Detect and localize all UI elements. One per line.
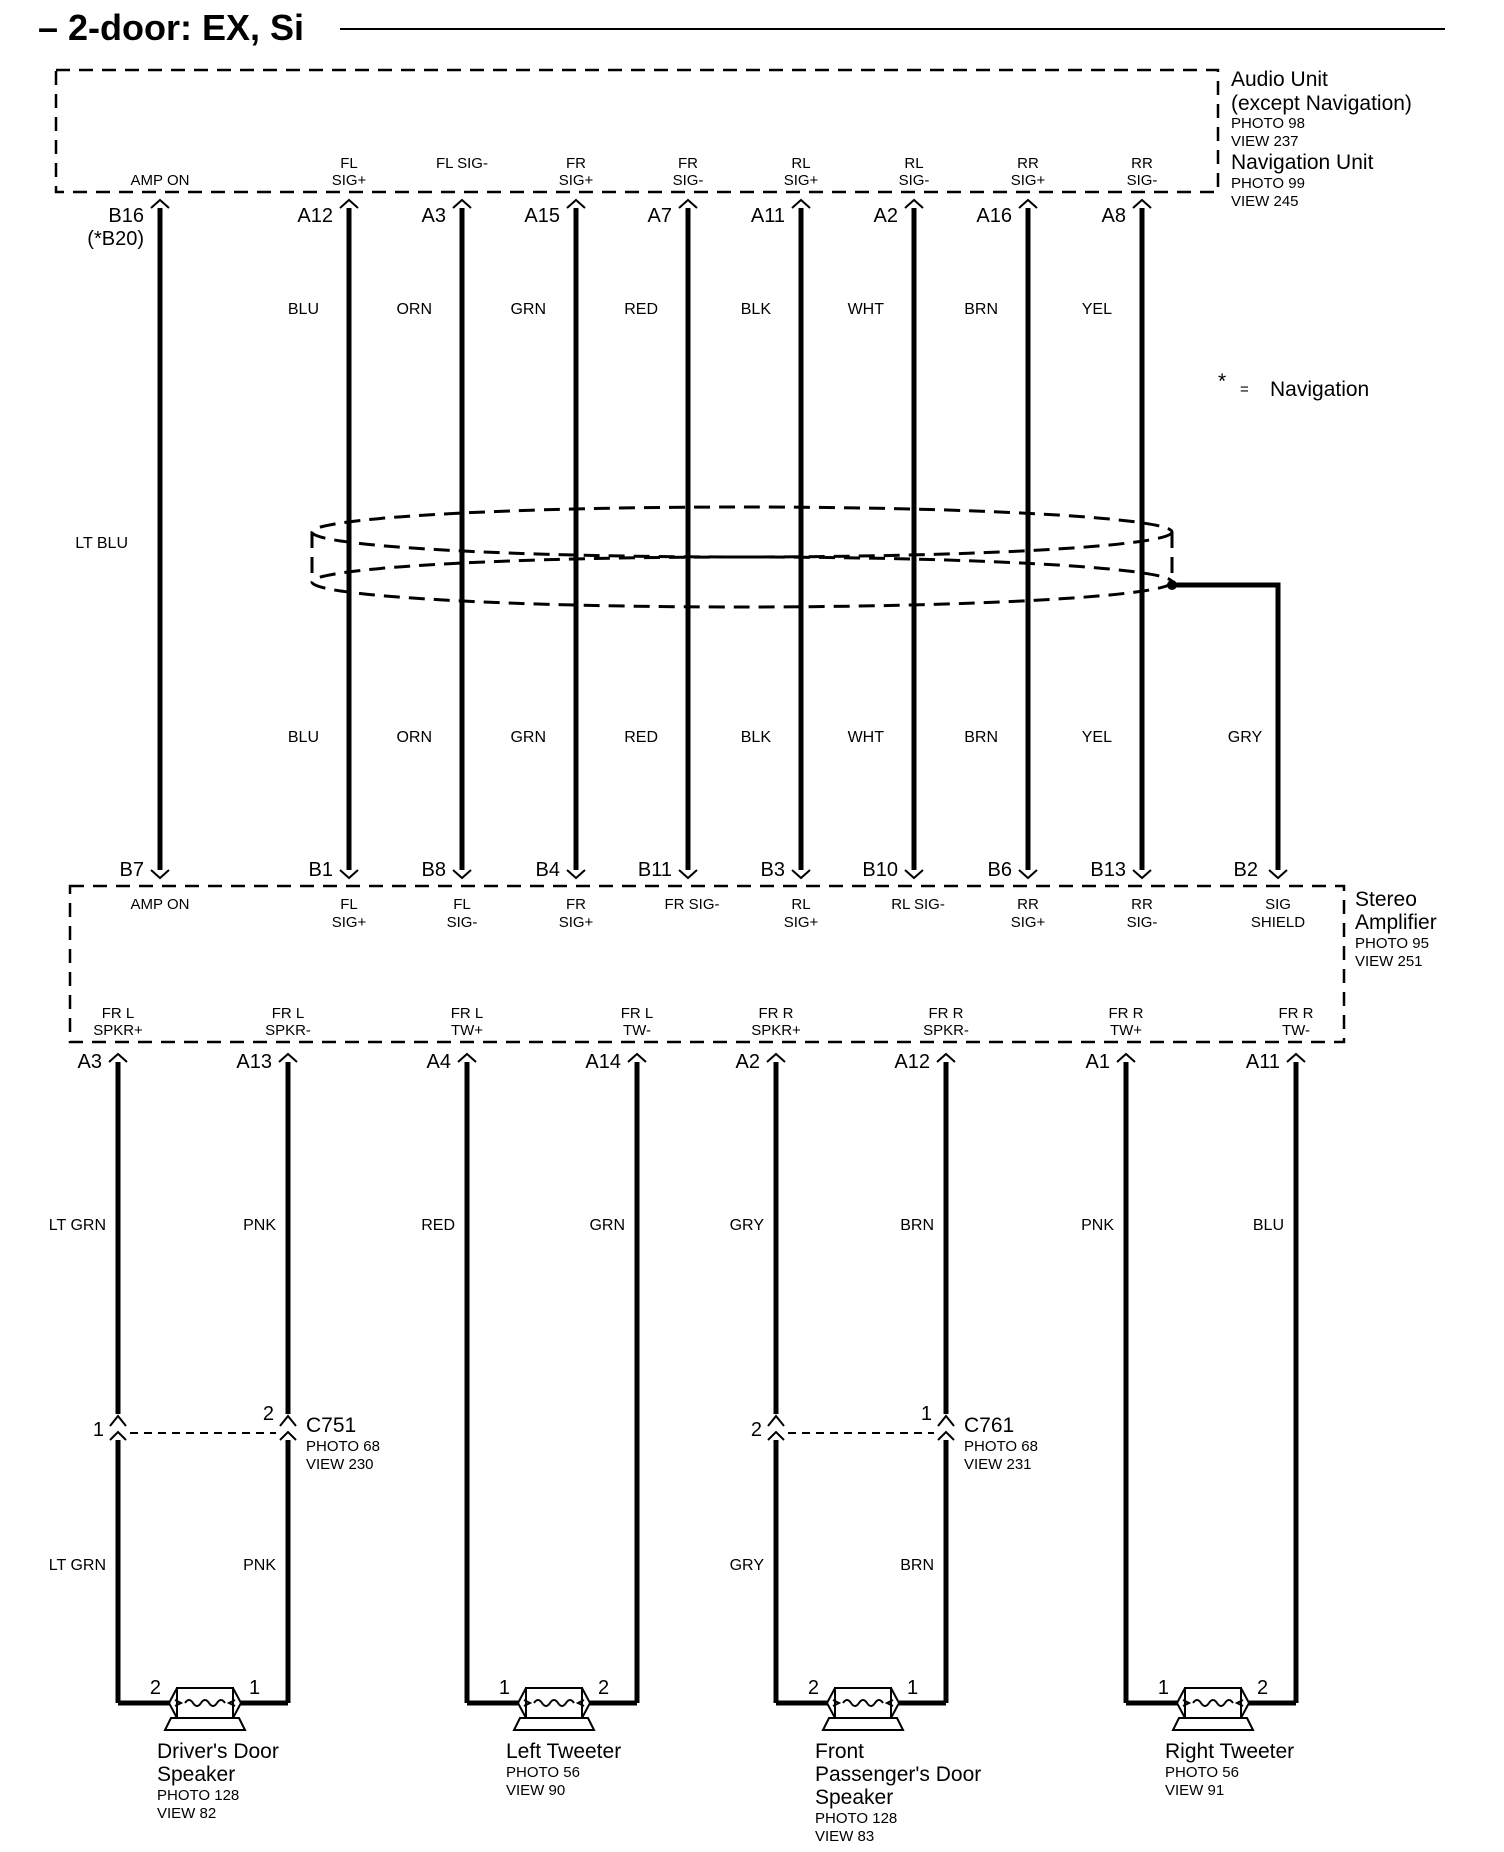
lower-wire-6 <box>1081 1005 1144 1703</box>
upper-wire-top-terminal <box>340 200 358 208</box>
shield-wire-pin: B2 <box>1233 859 1258 881</box>
connector-female-half <box>768 1416 784 1426</box>
lower-pin: A4 <box>426 1051 451 1073</box>
upper-wire-top-terminal <box>1019 200 1037 208</box>
amplifier-view: VIEW 251 <box>1355 953 1423 970</box>
lower-signal-label: TW+ <box>450 1022 484 1039</box>
nav-unit-photo: PHOTO 99 <box>1231 175 1305 192</box>
lower-wire-top-terminal <box>109 1054 127 1062</box>
upper-wire-4 <box>624 155 719 913</box>
amplifier-name-1: Stereo <box>1355 888 1417 911</box>
upper-bottom-signal-label: AMP ON <box>130 896 190 913</box>
upper-wire-color-top: BRN <box>964 301 998 318</box>
shield-bundle <box>312 507 1177 607</box>
connector-photo: PHOTO 68 <box>964 1438 1038 1455</box>
upper-wire-color-top: LT BLU <box>75 535 128 552</box>
upper-wire-top-terminal <box>453 200 471 208</box>
shield-wire-sig-1: SIG <box>1265 896 1291 913</box>
upper-wire-color-top: BLK <box>740 301 771 318</box>
lower-wire-4 <box>730 1005 801 1703</box>
lower-wire-color-top: LT GRN <box>48 1217 106 1234</box>
upper-wire-color-top: YEL <box>1081 301 1112 318</box>
upper-wire-1 <box>288 155 367 931</box>
upper-top-signal-label: FR <box>678 155 698 172</box>
lower-signal-label: SPKR- <box>265 1022 311 1039</box>
upper-bottom-pin: B6 <box>987 859 1012 881</box>
connector-pin-right: 2 <box>262 1403 274 1425</box>
upper-wire-color-bottom: GRN <box>510 729 546 746</box>
upper-top-signal-label: SIG+ <box>1010 172 1046 189</box>
upper-bottom-signal-label: RL <box>791 896 811 913</box>
upper-top-signal-label: FR <box>566 155 586 172</box>
speaker-icon <box>514 1688 594 1730</box>
lower-wire-color-bottom: BRN <box>900 1557 934 1574</box>
upper-top-pin: A7 <box>647 205 672 227</box>
speaker-icon <box>1173 1688 1253 1730</box>
lower-wire-2 <box>421 1005 483 1703</box>
speaker-name: Speaker <box>157 1763 236 1786</box>
nav-unit-name: Navigation Unit <box>1231 151 1374 174</box>
connector-male-half <box>110 1432 126 1440</box>
speaker-pin-left: 2 <box>149 1677 161 1699</box>
shield-drain-wire <box>1172 585 1305 931</box>
amplifier-name-2: Amplifier <box>1355 911 1437 934</box>
note-equals: = <box>1240 381 1249 398</box>
upper-wire-top-terminal <box>151 200 169 208</box>
upper-bottom-signal-label: FL <box>340 896 358 913</box>
lower-wire-1 <box>236 1005 311 1703</box>
upper-bottom-signal-label: SIG- <box>1126 914 1158 931</box>
lower-signal-label: FR R <box>928 1005 964 1022</box>
upper-top-signal-label: SIG- <box>898 172 930 189</box>
audio-unit-view: VIEW 237 <box>1231 133 1299 150</box>
speaker-cone <box>165 1718 245 1730</box>
lower-pin: A1 <box>1085 1051 1110 1073</box>
shield-drain-path <box>1172 585 1278 870</box>
upper-wire-color-top: GRN <box>510 301 546 318</box>
lower-signal-label: SPKR+ <box>751 1022 801 1039</box>
upper-top-signal-label: SIG- <box>1126 172 1158 189</box>
connector-male-half <box>938 1432 954 1440</box>
speaker-2 <box>776 1677 981 1845</box>
upper-top-signal-label: SIG+ <box>558 172 594 189</box>
speaker-name: Driver's Door <box>157 1740 279 1763</box>
upper-wire-6 <box>848 155 945 913</box>
speaker-name: Front <box>815 1740 865 1763</box>
upper-bottom-signal-label: FR <box>566 896 586 913</box>
upper-wire-top-terminal <box>679 200 697 208</box>
speaker-name: Left Tweeter <box>506 1740 622 1763</box>
speaker-pin-left: 1 <box>1157 1677 1169 1699</box>
lower-pin: A13 <box>236 1051 272 1073</box>
lower-wire-5 <box>894 1005 969 1703</box>
upper-bottom-signal-label: RR <box>1017 896 1039 913</box>
speaker-pin-right: 1 <box>249 1677 261 1699</box>
note-text: Navigation <box>1270 378 1370 401</box>
upper-wire-color-bottom: BLU <box>287 729 319 746</box>
upper-wire-top-terminal <box>567 200 585 208</box>
upper-top-pin: A3 <box>421 205 446 227</box>
upper-wire-bottom-terminal <box>340 870 358 878</box>
upper-top-pin: A16 <box>976 205 1012 227</box>
upper-top-pin: A12 <box>297 205 333 227</box>
speaker-view: VIEW 90 <box>506 1782 566 1799</box>
upper-wire-2 <box>396 155 488 931</box>
upper-top-pin: A8 <box>1101 205 1126 227</box>
upper-bottom-signal-label: RL SIG- <box>891 896 945 913</box>
speaker-name: Passenger's Door <box>815 1763 982 1786</box>
speaker-photo: PHOTO 128 <box>815 1810 898 1827</box>
upper-wire-color-bottom: BLK <box>740 729 771 746</box>
speaker-1 <box>467 1677 637 1799</box>
upper-wire-bottom-terminal <box>1019 870 1037 878</box>
connector-view: VIEW 230 <box>306 1456 374 1473</box>
upper-bottom-signal-label: SIG+ <box>331 914 367 931</box>
upper-wires <box>75 155 1157 931</box>
lower-wire-color-bottom: LT GRN <box>48 1557 106 1574</box>
lower-signal-label: TW- <box>1281 1022 1311 1039</box>
lower-wire-top-terminal <box>767 1054 785 1062</box>
amplifier-photo: PHOTO 95 <box>1355 935 1429 952</box>
upper-wire-7 <box>964 155 1045 931</box>
upper-wire-color-top: BLU <box>287 301 319 318</box>
upper-bottom-signal-label: RR <box>1131 896 1153 913</box>
shield-ellipse-top <box>312 507 1172 557</box>
connector-female-half <box>110 1416 126 1426</box>
speaker-photo: PHOTO 56 <box>506 1764 580 1781</box>
lower-wire-color-top: BLU <box>1252 1217 1284 1234</box>
upper-top-pin: A15 <box>524 205 560 227</box>
upper-wire-3 <box>510 155 593 931</box>
upper-bottom-signal-label: SIG+ <box>783 914 819 931</box>
upper-wire-color-top: RED <box>624 301 658 318</box>
upper-top-signal-label: SIG- <box>672 172 704 189</box>
upper-bottom-signal-label: SIG+ <box>1010 914 1046 931</box>
upper-top-pin: B16 <box>108 205 144 227</box>
upper-top-signal-label: RR <box>1131 155 1153 172</box>
speaker-coil <box>534 1700 574 1706</box>
speaker-photo: PHOTO 128 <box>157 1787 240 1804</box>
speaker-photo: PHOTO 56 <box>1165 1764 1239 1781</box>
upper-top-signal-label: RL <box>791 155 811 172</box>
upper-top-pin: A11 <box>750 205 785 227</box>
lower-wire-3 <box>585 1005 653 1703</box>
lower-wire-top-terminal <box>279 1054 297 1062</box>
lower-signal-label: FR L <box>450 1005 484 1022</box>
upper-top-pin-alt: (*B20) <box>87 228 144 250</box>
lower-wire-color-top: PNK <box>243 1217 276 1234</box>
upper-bottom-signal-label: SIG- <box>446 914 478 931</box>
upper-wire-top-terminal <box>792 200 810 208</box>
shield-ellipse-bottom <box>312 557 1172 607</box>
upper-wire-5 <box>741 155 819 931</box>
connector-male-half <box>280 1432 296 1440</box>
inline-connectors <box>93 1403 1038 1473</box>
audio-unit-name-2: (except Navigation) <box>1231 92 1412 115</box>
upper-bottom-signal-label: FL <box>453 896 471 913</box>
audio-unit-name-1: Audio Unit <box>1231 68 1328 91</box>
speaker-pin-left: 2 <box>807 1677 819 1699</box>
upper-wire-color-top: WHT <box>847 301 884 318</box>
connector-view: VIEW 231 <box>964 1456 1032 1473</box>
speaker-view: VIEW 91 <box>1165 1782 1225 1799</box>
upper-top-signal-label: SIG+ <box>783 172 819 189</box>
upper-wire-color-bottom: RED <box>624 729 658 746</box>
upper-bottom-pin: B8 <box>421 859 446 881</box>
speaker-3 <box>1126 1677 1296 1799</box>
lower-signal-label: FR R <box>758 1005 794 1022</box>
upper-wire-top-terminal <box>905 200 923 208</box>
upper-wire-bottom-terminal <box>679 870 697 878</box>
speaker-pin-right: 2 <box>1257 1677 1269 1699</box>
lower-signal-label: FR L <box>620 1005 654 1022</box>
upper-top-signal-label: RL <box>904 155 924 172</box>
lower-signal-label: FR L <box>101 1005 135 1022</box>
speaker-cone <box>1173 1718 1253 1730</box>
speaker-coil <box>843 1700 883 1706</box>
lower-wire-top-terminal <box>1117 1054 1135 1062</box>
shield-drain-terminal <box>1269 870 1287 878</box>
lower-wire-0 <box>49 1005 143 1703</box>
upper-bottom-signal-label: SIG+ <box>558 914 594 931</box>
upper-top-signal-label: FL <box>340 155 358 172</box>
upper-wire-top-terminal <box>1133 200 1151 208</box>
upper-wire-color-top: ORN <box>396 301 432 318</box>
lower-pin: A3 <box>77 1051 102 1073</box>
lower-wire-top-terminal <box>458 1054 476 1062</box>
lower-wire-color-top: GRN <box>589 1217 625 1234</box>
speaker-pin-right: 2 <box>598 1677 610 1699</box>
speakers <box>118 1677 1296 1845</box>
shield-wire-sig-2: SHIELD <box>1250 914 1306 931</box>
speaker-coil <box>1193 1700 1233 1706</box>
lower-wire-top-terminal <box>628 1054 646 1062</box>
lower-wire-color-bottom: PNK <box>243 1557 276 1574</box>
speaker-name: Speaker <box>815 1786 894 1809</box>
lower-wires <box>49 1005 1314 1703</box>
connector-female-half <box>280 1416 296 1426</box>
speaker-name: Right Tweeter <box>1165 1740 1295 1763</box>
upper-wire-color-bottom: ORN <box>396 729 432 746</box>
speaker-cone <box>823 1718 903 1730</box>
upper-bottom-pin: B3 <box>760 859 785 881</box>
upper-top-signal-label: FL SIG- <box>436 155 488 172</box>
upper-wire-color-bottom: BRN <box>964 729 998 746</box>
lower-signal-label: SPKR- <box>923 1022 969 1039</box>
upper-wire-bottom-terminal <box>151 870 169 878</box>
upper-wire-bottom-terminal <box>792 870 810 878</box>
speaker-icon <box>823 1688 903 1730</box>
connector-c761 <box>751 1403 1038 1473</box>
upper-wire-bottom-terminal <box>1133 870 1151 878</box>
lower-signal-label: FR R <box>1108 1005 1144 1022</box>
connector-name: C751 <box>306 1414 357 1437</box>
upper-wire-color-bottom: YEL <box>1081 729 1112 746</box>
upper-bottom-pin: B11 <box>637 859 672 881</box>
connector-name: C761 <box>964 1414 1015 1437</box>
shield-wire-color: GRY <box>1227 729 1263 746</box>
lower-wire-top-terminal <box>1287 1054 1305 1062</box>
lower-wire-color-top: GRY <box>729 1217 764 1234</box>
note-star: * <box>1218 370 1227 393</box>
lower-wire-color-bottom: GRY <box>729 1557 764 1574</box>
nav-unit-view: VIEW 245 <box>1231 193 1299 210</box>
speaker-pin-right: 1 <box>907 1677 919 1699</box>
upper-top-signal-label: RR <box>1017 155 1039 172</box>
connector-pin-left: 2 <box>750 1419 762 1441</box>
connector-female-half <box>938 1416 954 1426</box>
lower-wire-top-terminal <box>937 1054 955 1062</box>
upper-wire-bottom-terminal <box>453 870 471 878</box>
speaker-pin-left: 1 <box>498 1677 510 1699</box>
speaker-cone <box>514 1718 594 1730</box>
lower-pin: A2 <box>735 1051 760 1073</box>
lower-wire-color-top: RED <box>421 1217 455 1234</box>
upper-bottom-pin: B4 <box>535 859 560 881</box>
connector-c751 <box>93 1403 380 1473</box>
upper-bottom-pin: B13 <box>1090 859 1126 881</box>
upper-wire-bottom-terminal <box>567 870 585 878</box>
lower-wire-color-top: PNK <box>1081 1217 1114 1234</box>
upper-bottom-signal-label: FR SIG- <box>664 896 720 913</box>
upper-wire-0 <box>75 172 189 913</box>
connector-pin-right: 1 <box>920 1403 932 1425</box>
lower-pin: A12 <box>894 1051 930 1073</box>
speaker-view: VIEW 82 <box>157 1805 217 1822</box>
upper-bottom-pin: B1 <box>308 859 333 881</box>
lower-pin: A11 <box>1245 1051 1280 1073</box>
upper-wire-bottom-terminal <box>905 870 923 878</box>
lower-signal-label: FR R <box>1278 1005 1314 1022</box>
lower-signal-label: TW- <box>622 1022 652 1039</box>
speaker-view: VIEW 83 <box>815 1828 875 1845</box>
speaker-icon <box>165 1688 245 1730</box>
upper-top-signal-label: AMP ON <box>130 172 190 189</box>
speaker-coil <box>185 1700 225 1706</box>
lower-signal-label: SPKR+ <box>93 1022 143 1039</box>
upper-wire-color-bottom: WHT <box>847 729 884 746</box>
lower-signal-label: TW+ <box>1109 1022 1143 1039</box>
connector-pin-left: 1 <box>92 1419 104 1441</box>
upper-top-signal-label: SIG+ <box>331 172 367 189</box>
upper-bottom-pin: B10 <box>862 859 898 881</box>
connector-male-half <box>768 1432 784 1440</box>
upper-bottom-pin: B7 <box>119 859 144 881</box>
upper-top-pin: A2 <box>873 205 898 227</box>
connector-photo: PHOTO 68 <box>306 1438 380 1455</box>
lower-wire-color-top: BRN <box>900 1217 934 1234</box>
lower-wire-7 <box>1246 1005 1314 1703</box>
lower-pin: A14 <box>585 1051 621 1073</box>
audio-unit-photo: PHOTO 98 <box>1231 115 1305 132</box>
page-title: – 2-door: EX, Si <box>38 7 305 48</box>
speaker-0 <box>118 1677 288 1822</box>
lower-signal-label: FR L <box>271 1005 305 1022</box>
